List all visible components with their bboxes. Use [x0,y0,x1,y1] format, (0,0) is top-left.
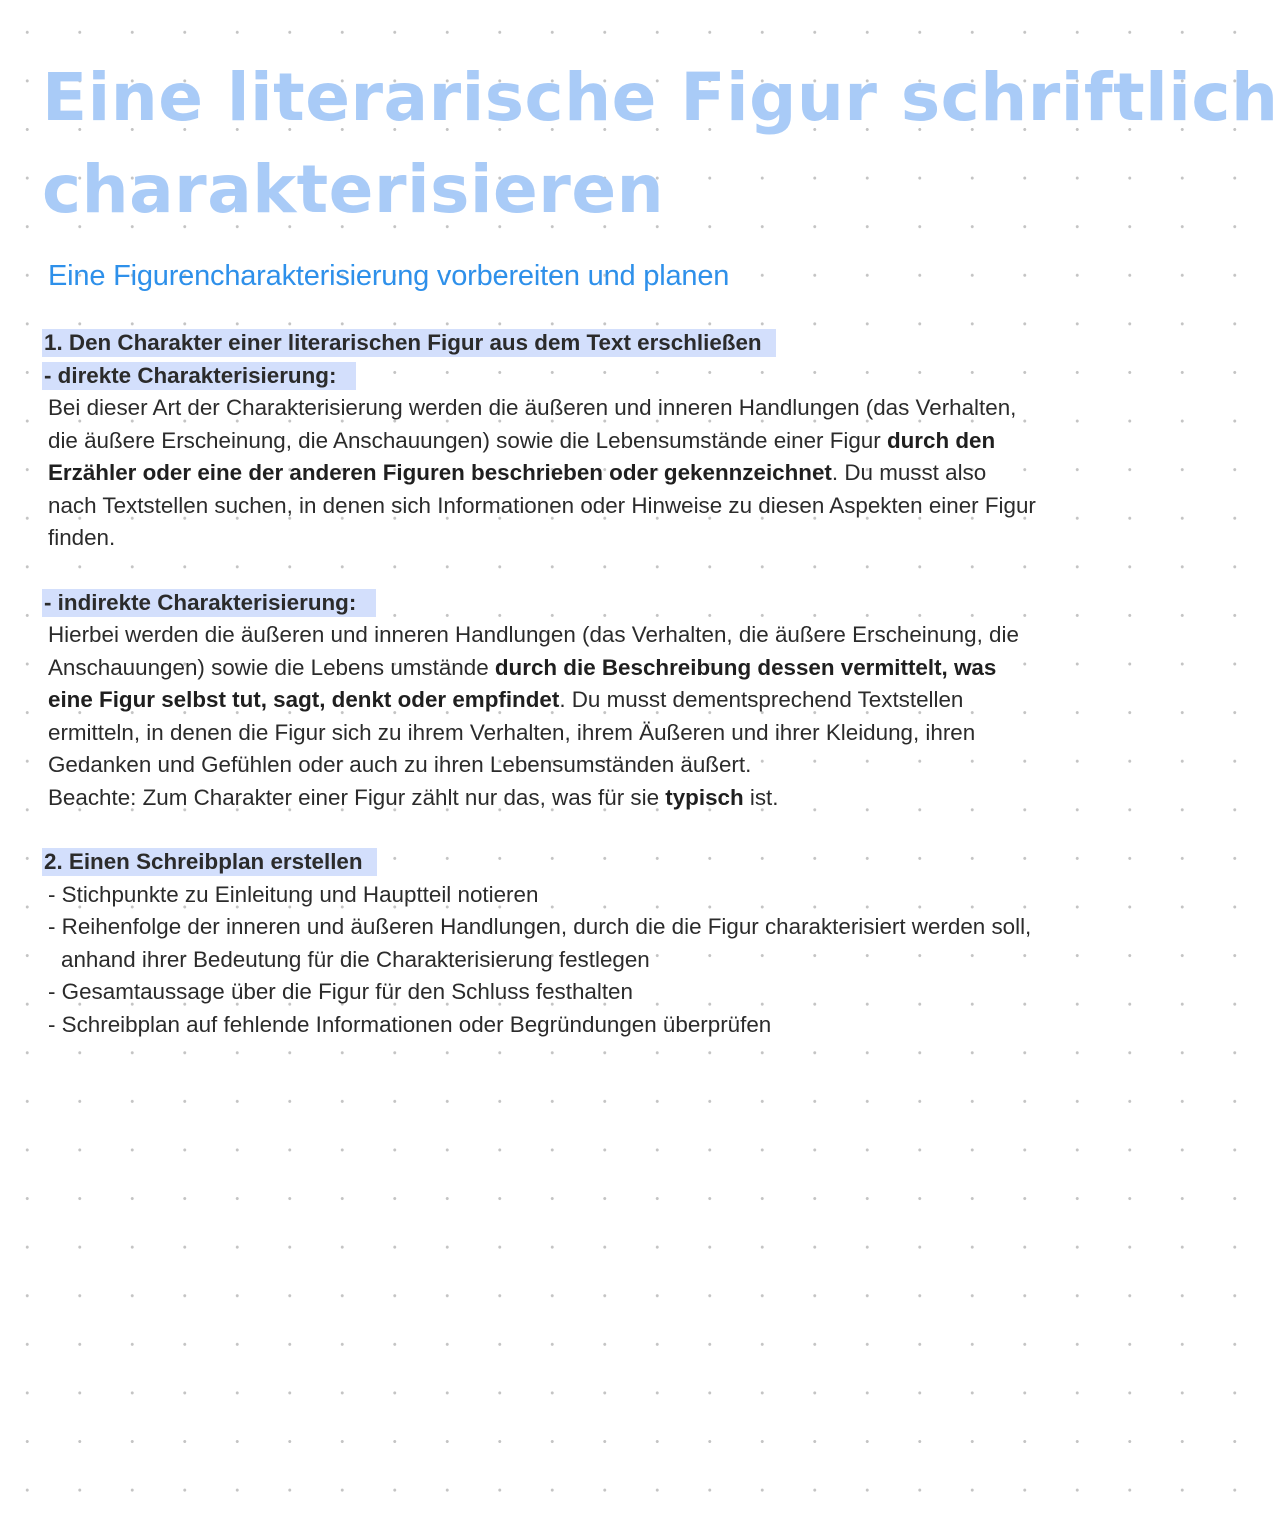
note-text-bold: typisch [665,784,744,810]
direct-text-bold: durch den Erzähler oder eine der anderen Figuren beschrieben oder gekennzeichnet [48,427,996,485]
list-item: - Stichpunkte zu Einleitung und Hauptteil notieren [48,881,539,907]
note-text [48,782,1038,815]
direct-characterization-label: - direkte Charakterisierung: [42,362,356,390]
indirect-label-row [44,587,1038,620]
direct-characterization-text [48,392,1038,555]
section-1-heading: 1. Den Charakter einer literarischen Figur aus dem Text erschließen [42,329,776,357]
list-item: - Schreibplan auf fehlende Informationen oder Begründungen überprüfen [48,1011,772,1037]
indirect-characterization-text [48,619,1038,782]
indirect-text-part-2: . Du musst dementsprechend Textstellen ermitteln, in denen die Figur sich zu ihrem Verhalten, ihrem Äußeren und ihrer Kleidung, ihren Gedanken und Gefühlen oder auch zu ihren Lebensumständen äußert. [48,687,976,777]
list-item: - Gesamtaussage über die Figur für den Schluss festhalten [48,979,633,1004]
note-text-part-2: ist. [743,784,779,810]
writing-plan-list [48,879,1038,1042]
note-text-part-1: Beachte: Zum Charakter einer Figur zählt nur das, was für sie [48,784,666,810]
title-line-2: charakterisieren [42,151,665,228]
indirect-characterization-label: - indirekte Charakterisierung: [42,589,376,617]
list-item: - Reihenfolge der inneren und äußeren Handlungen, durch die die Figur charakterisiert werden soll, anhand ihrer Bedeutung für die Charakterisierung festlegen [48,914,1032,972]
indirect-text-bold: durch die Beschreibung dessen vermittelt, was eine Figur selbst tut, sagt, denkt oder empfindet [48,654,997,712]
section-1-heading-row [44,327,1038,360]
note-content [44,327,1038,1041]
direct-text-part-2: . Du musst also nach Textstellen suchen, in denen sich Informationen oder Hinweise zu diesen Aspekten einer Figur finden. [48,460,1036,550]
spacer [48,555,1038,587]
title-line-1: Eine literarische Figur schriftlich [42,59,1279,136]
section-2-heading: 2. Einen Schreibplan erstellen [42,848,377,876]
direct-text-part-1: Bei dieser Art der Charakterisierung werden die äußeren und inneren Handlungen (das Verhalten, die äußere Erscheinung, die Anschauungen) sowie die Lebensumstände einer Figur [48,395,1017,453]
page-title [42,52,1279,236]
section-2-heading-row [44,846,1038,879]
direct-label-row [44,360,1038,393]
indirect-text-part-1: Hierbei werden die äußeren und inneren Handlungen (das Verhalten, die äußere Erscheinung, die Anschauungen) sowie die Lebens umstände [48,622,1019,680]
section-subtitle: Eine Figurencharakterisierung vorbereiten und planen [48,260,730,292]
spacer [48,814,1038,846]
